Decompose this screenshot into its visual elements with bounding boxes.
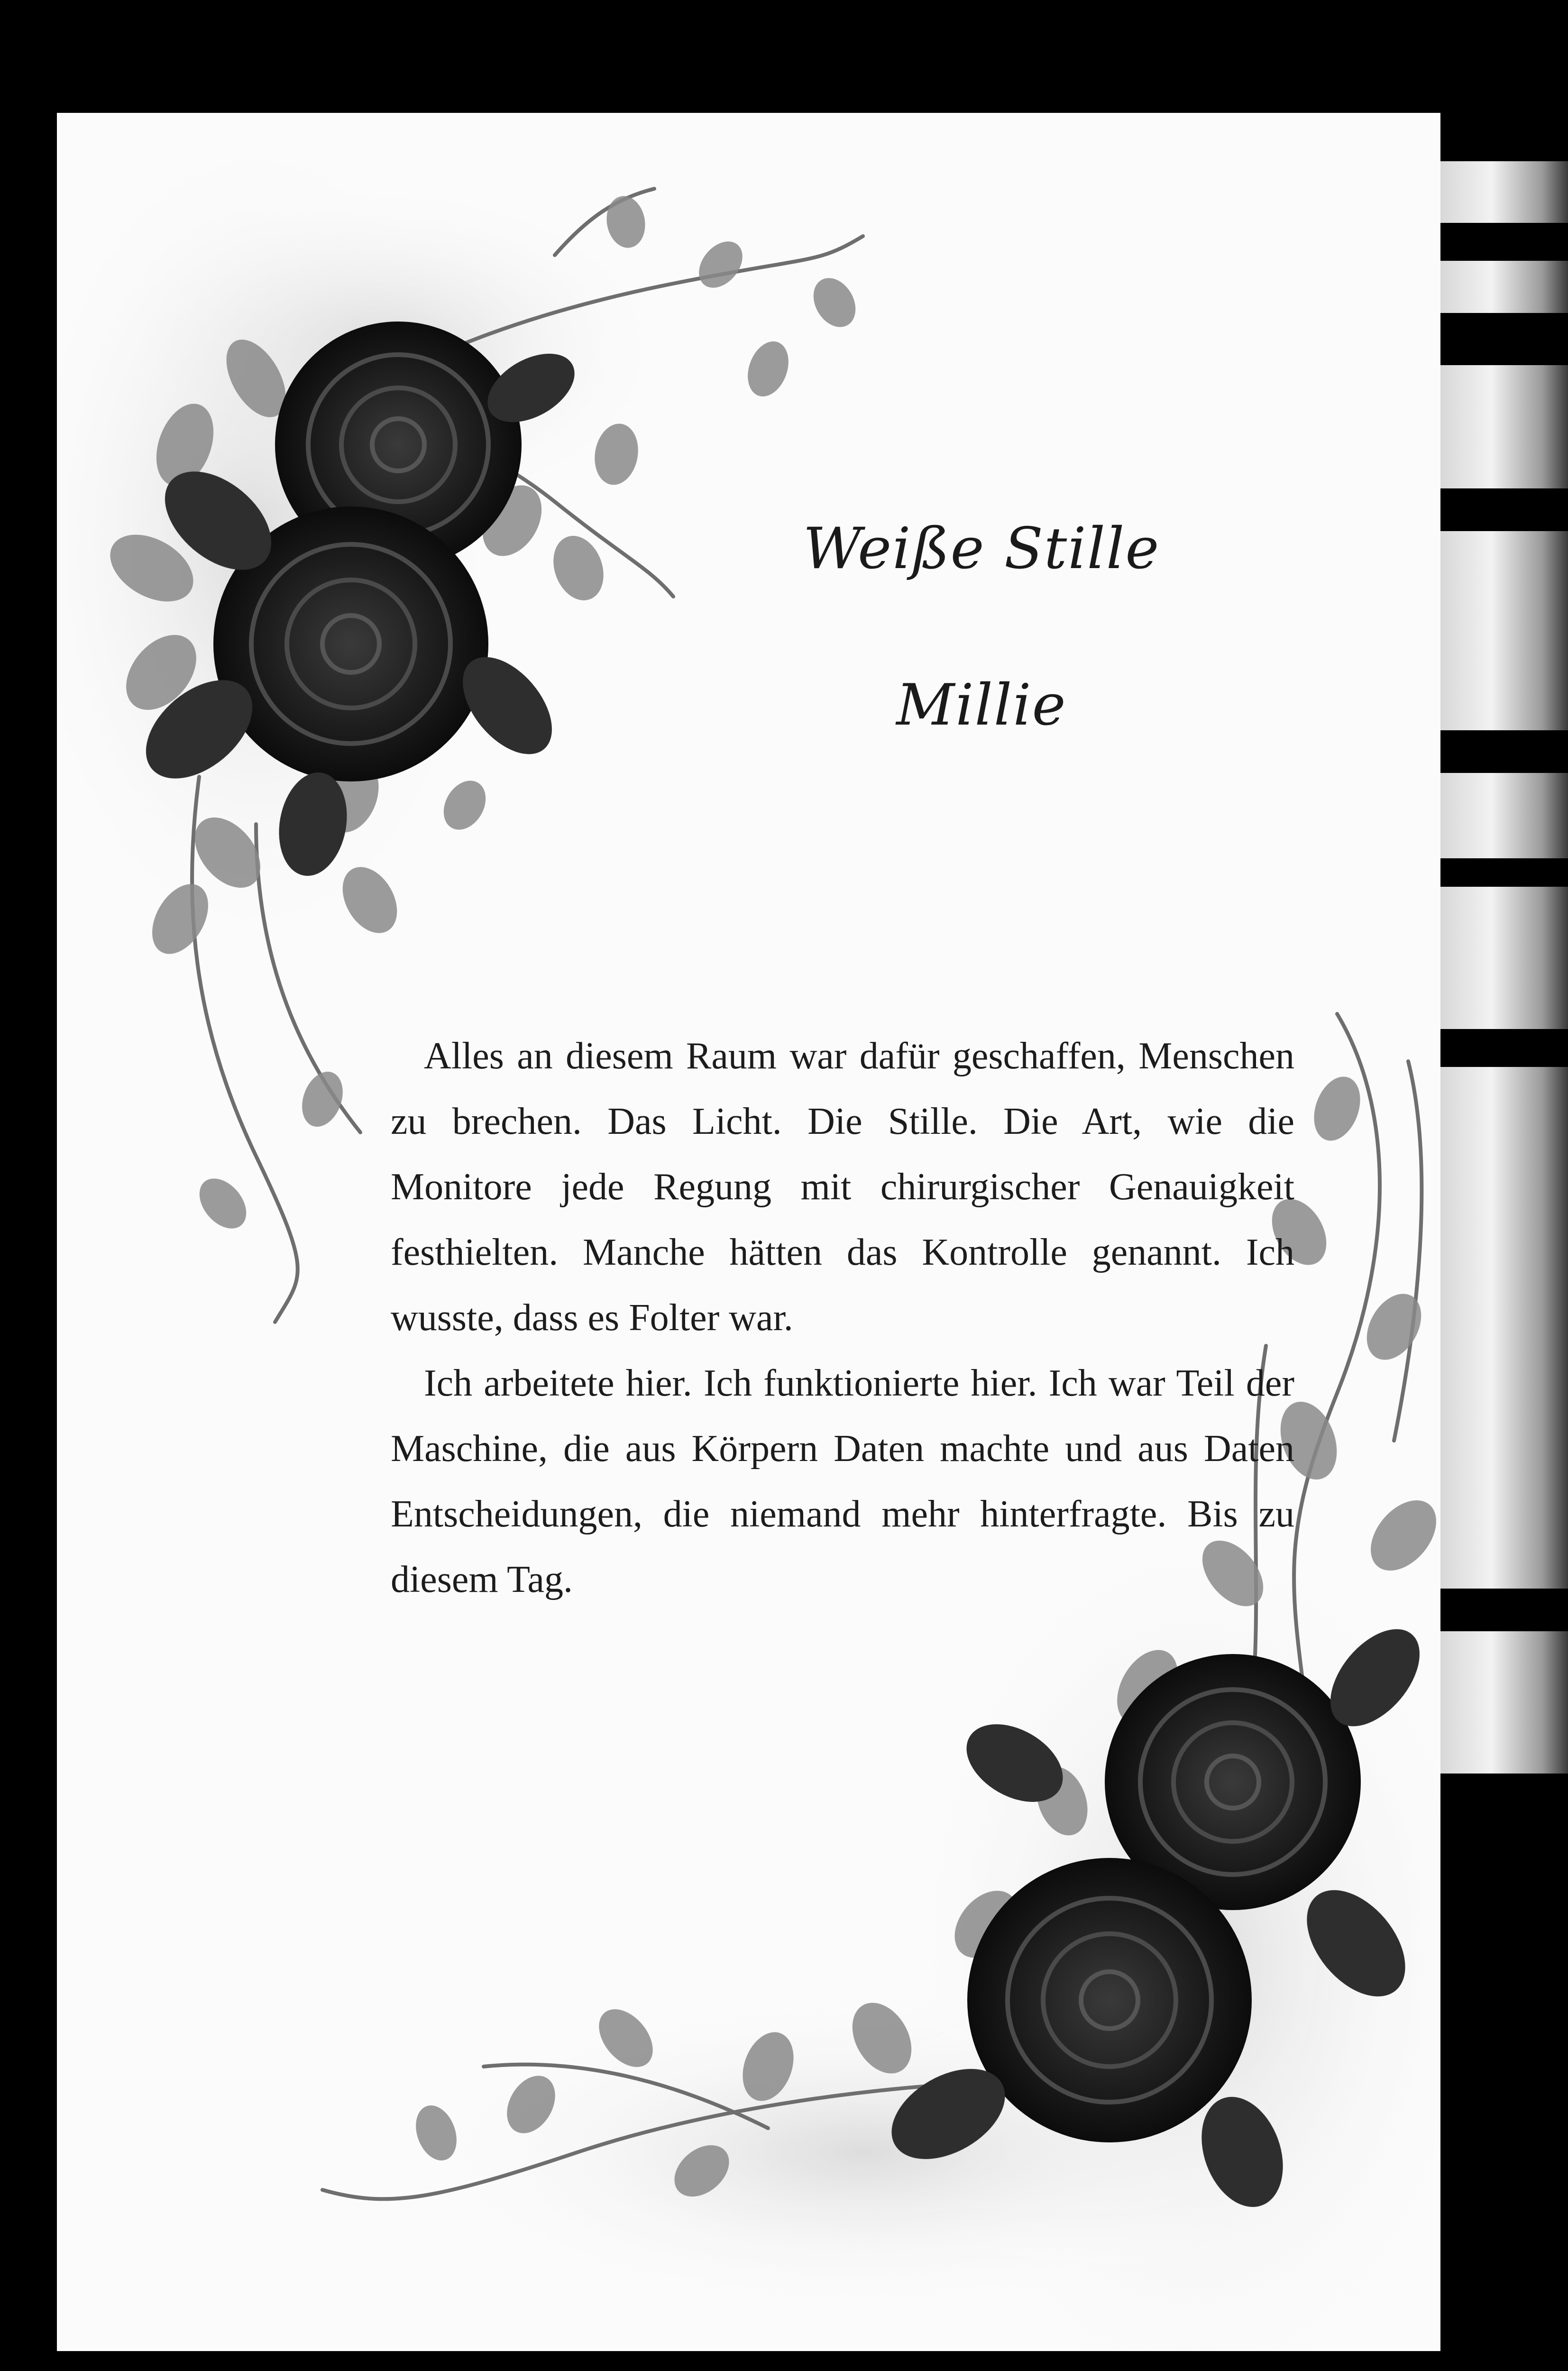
body-text xyxy=(391,1023,1294,1612)
chapter-title: Weiße Stille xyxy=(803,516,1160,582)
page-edge-artifact xyxy=(1440,161,1568,1774)
book-page xyxy=(57,113,1440,2351)
chapter-narrator: Millie xyxy=(896,672,1067,738)
paragraph: Ich arbeitete hier. Ich funktionierte hier. Ich war Teil der Maschine, die aus Körpern Daten machte und aus Daten Entscheidungen, die niemand mehr hinterfragte. Bis zu diesem Tag. xyxy=(391,1362,1294,1600)
paragraph: Alles an diesem Raum war dafür geschaffen, Menschen zu brechen. Das Licht. Die Stille. Die Art, wie die Monitore jede Regung mit chirurgischer Genauigkeit festhielten. Manche hätten das Kontrolle genannt. Ich wusste, dass es Folter war. xyxy=(391,1035,1294,1339)
